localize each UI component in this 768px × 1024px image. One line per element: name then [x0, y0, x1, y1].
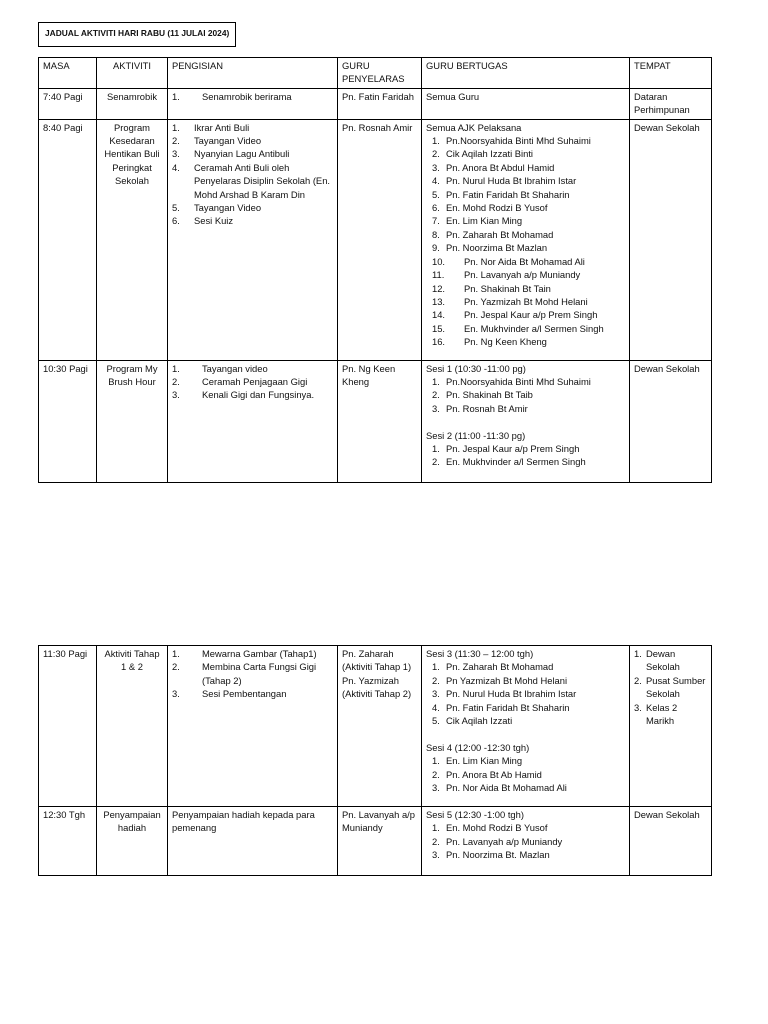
list-item: 1. En. Lim Kian Ming — [432, 755, 523, 767]
list-item: 6. En. Mohd Rodzi B Yusof — [432, 202, 548, 214]
penyelaras-cell: Pn. Fatin Faridah — [338, 88, 422, 119]
pengisian-cell: Penyampaian hadiah kepada para pemenang — [168, 807, 338, 876]
header-pengisian: PENGISIAN — [168, 58, 338, 89]
list-item: 2. Pn. Anora Bt Ab Hamid — [432, 768, 542, 780]
header-aktiviti: AKTIVITI — [97, 58, 168, 89]
list-item: 1. Mewarna Gambar (Tahap1) — [172, 648, 317, 659]
list-item: 11. Pn. Lavanyah a/p Muniandy — [432, 269, 581, 281]
tempat-cell: Dewan Sekolah — [630, 119, 712, 360]
bertugas-cell — [422, 646, 630, 807]
list-item: 1. Dewan Sekolah — [634, 648, 680, 673]
aktiviti-cell: Program My Brush Hour — [97, 360, 168, 482]
sesi-title: Sesi 1 (10:30 -11:00 pg) — [426, 362, 526, 374]
list-item: 4. Ceramah Anti Buli oleh Penyelaras Disiplin Sekolah (En. Mohd Arshad B Karam Din — [172, 161, 331, 200]
masa-cell: 10:30 Pagi — [39, 360, 97, 482]
penyelaras-cell: Pn. Zaharah (Aktiviti Tahap 1) Pn. Yazmizah (Aktiviti Tahap 2) — [338, 646, 422, 807]
list-item: 2. Ceramah Penjagaan Gigi — [172, 376, 308, 388]
list-item: 9. Pn. Noorzima Bt Mazlan — [432, 242, 548, 254]
bertugas-cell: Semua Guru — [422, 88, 630, 119]
header-masa: MASA — [39, 58, 97, 89]
list-item: 3. Sesi Pembentangan — [172, 688, 287, 700]
bertugas-cell — [422, 360, 630, 482]
sesi-title: Sesi 2 (11:00 -11:30 pg) — [426, 429, 526, 441]
list-item: 5. Tayangan Video — [172, 202, 262, 214]
aktiviti-cell: Aktiviti Tahap 1 & 2 — [97, 646, 168, 807]
list-item: 3. Nyanyian Lagu Antibuli — [172, 148, 290, 160]
penyelaras-cell: Pn. Rosnah Amir — [338, 119, 422, 360]
table-row — [39, 646, 712, 807]
masa-cell: 11:30 Pagi — [39, 646, 97, 807]
list-item: 2. Membina Carta Fungsi Gigi (Tahap 2) — [172, 661, 317, 686]
list-item: 15. En. Mukhvinder a/l Sermen Singh — [432, 322, 604, 334]
list-item: 8. Pn. Zaharah Bt Mohamad — [432, 228, 554, 240]
list-item: 1. Senamrobik berirama — [172, 90, 292, 102]
list-item: 5. Cik Aqilah Izzati — [432, 715, 513, 727]
list-item: 3. Pn. Nurul Huda Bt Ibrahim Istar — [432, 688, 577, 700]
list-item: 4. Pn. Fatin Faridah Bt Shaharin — [432, 701, 570, 713]
list-item: 2. En. Mukhvinder a/l Sermen Singh — [432, 456, 586, 468]
list-item: 1. En. Mohd Rodzi B Yusof — [432, 822, 548, 834]
list-item: 3. Kenali Gigi dan Fungsinya. — [172, 389, 315, 401]
table-row — [39, 360, 712, 482]
schedule-table-part-2 — [38, 645, 712, 876]
tempat-cell: Dataran Perhimpunan — [630, 88, 712, 119]
tempat-cell — [630, 646, 712, 807]
tempat-cell: Dewan Sekolah — [630, 360, 712, 482]
table-row — [39, 88, 712, 119]
pengisian-cell — [168, 360, 338, 482]
list-item: 2. Cik Aqilah Izzati Binti — [432, 148, 534, 160]
list-item: 7. En. Lim Kian Ming — [432, 215, 523, 227]
schedule-table-part-1 — [38, 57, 712, 483]
bertugas-cell — [422, 119, 630, 360]
header-guru-penyelaras: GURU PENYELARAS — [338, 58, 422, 89]
list-item: 10. Pn. Nor Aida Bt Mohamad Ali — [432, 255, 585, 267]
list-item: 3. Kelas 2 Marikh — [634, 701, 678, 727]
penyelaras-cell: Pn. Ng Keen Kheng — [338, 360, 422, 482]
list-item: 2. Pn. Shakinah Bt Taib — [432, 389, 533, 401]
masa-cell: 7:40 Pagi — [39, 88, 97, 119]
penyelaras-cell: Pn. Lavanyah a/p Muniandy — [338, 807, 422, 876]
sesi-title: Sesi 5 (12:30 -1:00 tgh) — [426, 809, 524, 820]
list-item: 6. Sesi Kuiz — [172, 215, 234, 227]
list-item: 3. Pn. Rosnah Bt Amir — [432, 402, 528, 414]
list-item: 3. Pn. Noorzima Bt. Mazlan — [432, 849, 550, 861]
list-item: 2. Pusat Sumber Sekolah — [634, 674, 706, 700]
sesi-title: Sesi 3 (11:30 – 12:00 tgh) — [426, 648, 534, 659]
table-row — [39, 119, 712, 360]
document-title: JADUAL AKTIVITI HARI RABU (11 JULAI 2024) — [38, 22, 236, 47]
aktiviti-cell: Program Kesedaran Hentikan Buli Peringkat Sekolah — [97, 119, 168, 360]
bertugas-cell — [422, 807, 630, 876]
list-item: 2. Pn. Lavanyah a/p Muniandy — [432, 835, 563, 847]
list-item: 1. Pn. Jespal Kaur a/p Prem Singh — [432, 443, 580, 455]
bertugas-title: Semua AJK Pelaksana — [426, 121, 522, 133]
pengisian-cell — [168, 119, 338, 360]
list-item: 13. Pn. Yazmizah Bt Mohd Helani — [432, 295, 588, 307]
list-item: 14. Pn. Jespal Kaur a/p Prem Singh — [432, 309, 598, 321]
header-guru-bertugas: GURU BERTUGAS — [422, 58, 630, 89]
pengisian-cell — [168, 646, 338, 807]
sesi-title: Sesi 4 (12:00 -12:30 tgh) — [426, 741, 530, 753]
header-tempat: TEMPAT — [630, 58, 712, 89]
tempat-cell: Dewan Sekolah — [630, 807, 712, 876]
list-item: 1. Tayangan video — [172, 362, 268, 374]
list-item: 1. Pn.Noorsyahida Binti Mhd Suhaimi — [432, 376, 591, 388]
list-item: 12. Pn. Shakinah Bt Tain — [432, 282, 551, 294]
masa-cell: 8:40 Pagi — [39, 119, 97, 360]
list-item: 5. Pn. Fatin Faridah Bt Shaharin — [432, 188, 570, 200]
table-row — [39, 807, 712, 876]
list-item: 2. Tayangan Video — [172, 135, 262, 147]
list-item: 3. Pn. Anora Bt Abdul Hamid — [432, 161, 555, 173]
list-item: 2. Pn Yazmizah Bt Mohd Helani — [432, 674, 568, 686]
list-item: 16. Pn. Ng Keen Kheng — [432, 336, 547, 348]
masa-cell: 12:30 Tgh — [39, 807, 97, 876]
aktiviti-cell: Senamrobik — [97, 88, 168, 119]
pengisian-cell — [168, 88, 338, 119]
aktiviti-cell: Penyampaian hadiah — [97, 807, 168, 876]
list-item: 1. Pn.Noorsyahida Binti Mhd Suhaimi — [432, 135, 591, 147]
list-item: 4. Pn. Nurul Huda Bt Ibrahim Istar — [432, 175, 577, 187]
list-item: 1. Pn. Zaharah Bt Mohamad — [432, 661, 554, 673]
header-row — [39, 58, 712, 89]
list-item: 1. Ikrar Anti Buli — [172, 121, 250, 133]
list-item: 3. Pn. Nor Aida Bt Mohamad Ali — [432, 782, 567, 794]
